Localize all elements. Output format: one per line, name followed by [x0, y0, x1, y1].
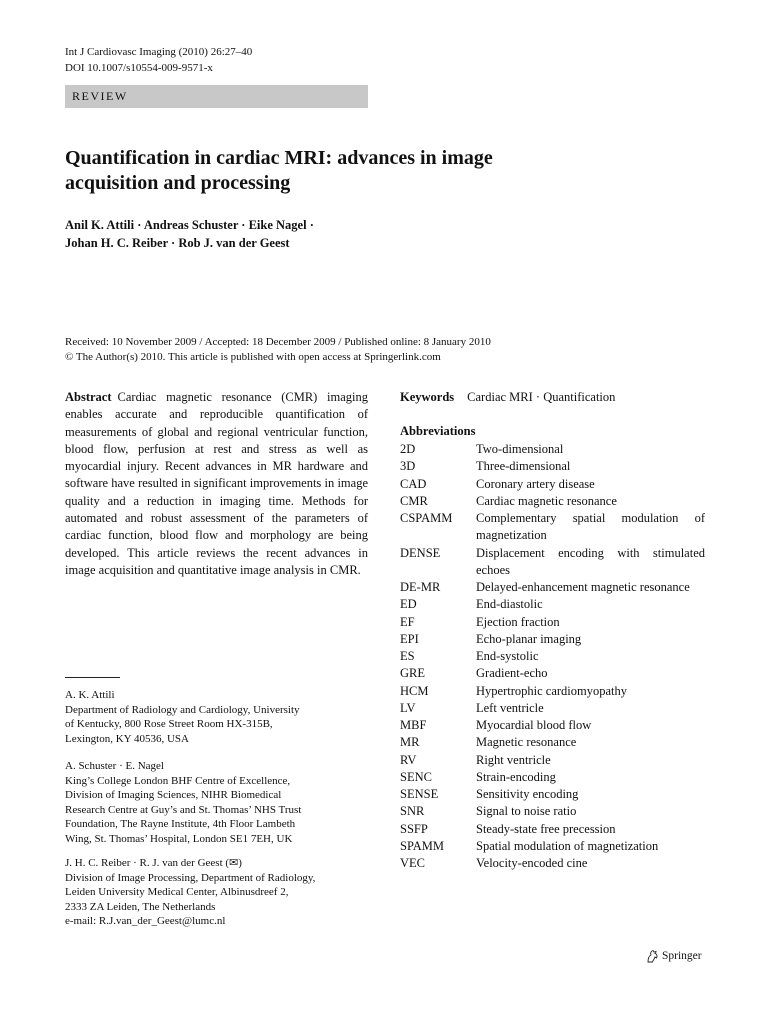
abbreviation-definition: Coronary artery disease: [476, 476, 595, 491]
keywords: [400, 389, 615, 406]
abbreviation-code: GRE: [400, 666, 425, 681]
abbreviation-row: [400, 700, 705, 717]
abbreviation-code: MR: [400, 735, 420, 750]
abbreviation-code: SSFP: [400, 821, 428, 836]
abbreviation-row: [400, 476, 705, 493]
affiliation-block: [65, 688, 375, 746]
affiliation-line: e-mail: R.J.van_der_Geest@lumc.nl: [65, 915, 226, 928]
abbreviation-code: HCM: [400, 683, 429, 698]
abbreviation-code: ES: [400, 649, 415, 663]
affiliation-line: Leiden University Medical Center, Albinusdreef 2,: [65, 886, 289, 899]
springer-horse-icon: [645, 949, 659, 963]
keywords-text: Cardiac MRI · Quantification: [467, 390, 616, 404]
journal-header: [65, 44, 252, 76]
abbreviation-definition: Myocardial blood flow: [476, 718, 592, 732]
abbreviation-row: [400, 803, 705, 820]
abbreviation-row: [400, 821, 705, 838]
abbreviation-code: MBF: [400, 718, 427, 732]
abbreviation-row: [400, 752, 705, 769]
abbreviation-code: DENSE: [400, 545, 441, 560]
article-title: [65, 146, 705, 196]
abbreviation-row: [400, 579, 705, 596]
abbreviation-definition: Cardiac magnetic resonance: [476, 493, 617, 508]
affiliation-names: A. K. Attili: [65, 689, 115, 701]
abbreviation-row: [400, 786, 705, 803]
abbreviation-code: SPAMM: [400, 838, 445, 853]
abbreviation-row: [400, 614, 705, 631]
abbreviation-row: [400, 441, 705, 458]
authors-line-1: Anil K. Attili · Andreas Schuster · Eike Nagel ·: [65, 218, 314, 232]
abbreviation-code: SENC: [400, 769, 432, 784]
abbreviation-definition: Left ventricle: [476, 700, 544, 715]
section-label: REVIEW: [65, 85, 368, 108]
affiliation-line: of Kentucky, 800 Rose Street Room HX-315B,: [65, 718, 273, 731]
abbreviation-definition: Complementary spatial modulation of magnetization: [476, 511, 705, 543]
abstract: [65, 389, 368, 579]
affiliation-names: J. H. C. Reiber · R. J. van der Geest (✉): [65, 857, 242, 869]
abbreviation-definition: Velocity-encoded cine: [476, 856, 588, 870]
abbreviations-heading: Abbreviations: [400, 424, 476, 438]
abbreviation-code: LV: [400, 700, 416, 715]
abbreviation-code: EF: [400, 614, 415, 629]
abbreviation-definition: Delayed-enhancement magnetic resonance: [476, 580, 690, 594]
abbreviation-code: 2D: [400, 442, 416, 456]
affiliation-divider: [65, 677, 120, 678]
publisher-name: Springer: [662, 950, 702, 962]
abbreviation-definition: Ejection fraction: [476, 614, 560, 629]
title-line-1: Quantification in cardiac MRI: advances in image: [65, 147, 493, 169]
abbreviation-code: SENSE: [400, 787, 439, 801]
affiliation-line: Wing, St. Thomas’ Hospital, London SE1 7EH, UK: [65, 832, 293, 845]
journal-citation: Int J Cardiovasc Imaging (2010) 26:27–40: [65, 46, 253, 58]
abbreviation-row: [400, 648, 705, 665]
title-line-2: acquisition and processing: [65, 172, 291, 194]
doi: DOI 10.1007/s10554-009-9571-x: [65, 62, 213, 74]
affiliation-line: Department of Radiology and Cardiology, University: [65, 703, 300, 716]
abbreviation-definition: Three-dimensional: [476, 459, 571, 474]
affiliation-names: A. Schuster · E. Nagel: [65, 760, 164, 772]
affiliation-line: Research Centre at Guy’s and St. Thomas’ NHS Trust: [65, 803, 302, 816]
abbreviation-code: RV: [400, 752, 417, 767]
abbreviation-definition: Sensitivity encoding: [476, 787, 579, 801]
abbreviations-list: [400, 441, 705, 872]
affiliation-line: Division of Imaging Sciences, NIHR Biomedical: [65, 789, 282, 802]
abbreviation-code: CMR: [400, 493, 428, 508]
author-list: [65, 216, 705, 252]
abbreviation-code: 3D: [400, 459, 416, 474]
abbreviation-row: [400, 855, 705, 872]
keywords-label: Keywords: [400, 390, 455, 404]
abbreviation-code: CSPAMM: [400, 511, 453, 525]
abbreviation-definition: Displacement encoding with stimulated echoes: [476, 545, 705, 577]
abbreviation-definition: Signal to noise ratio: [476, 804, 577, 819]
abbreviation-definition: Right ventricle: [476, 752, 551, 767]
affiliation-block: [65, 856, 375, 929]
affiliation-block: [65, 759, 375, 847]
abbreviation-definition: Magnetic resonance: [476, 735, 577, 750]
authors-line-2: Johan H. C. Reiber · Rob J. van der Geest: [65, 236, 290, 250]
abbreviation-code: ED: [400, 597, 417, 612]
abbreviation-code: SNR: [400, 804, 425, 819]
abbreviation-row: [400, 683, 705, 700]
abbreviation-row: [400, 769, 705, 786]
abbreviation-definition: Echo-planar imaging: [476, 631, 582, 646]
abbreviation-row: [400, 665, 705, 682]
abbreviation-definition: Strain-encoding: [476, 769, 556, 784]
abbreviation-row: [400, 631, 705, 648]
affiliation-line: Division of Image Processing, Department of Radiology,: [65, 871, 316, 884]
affiliation-line: 2333 ZA Leiden, The Netherlands: [65, 900, 216, 913]
abbreviation-definition: Hypertrophic cardiomyopathy: [476, 683, 627, 698]
abbreviation-row: [400, 838, 705, 855]
abbreviation-row: [400, 510, 705, 545]
abbreviation-row: [400, 545, 705, 580]
affiliation-line: King’s College London BHF Centre of Excellence,: [65, 774, 291, 787]
abbreviation-definition: Spatial modulation of magnetization: [476, 838, 659, 853]
affiliation-line: Lexington, KY 40536, USA: [65, 732, 189, 745]
abbreviation-definition: End-diastolic: [476, 597, 543, 612]
abbreviation-code: VEC: [400, 856, 425, 870]
publication-dates: [65, 335, 725, 365]
abstract-text: Cardiac magnetic resonance (CMR) imaging enables accurate and reproducible quantification of measurements of global and regional ventricular function, blood flow, perfusion at rest and stress as well as myocardial injury. Recent advances in MR hardware and software have resulted in significant improvements in image quality and a reduction in imaging time. Methods for automated and robust assessment of the parameters of cardiac function, blood flow and morphology are being developed. This article reviews the recent advances in image acquisition and quantitative image analysis in CMR.: [65, 390, 368, 577]
abbreviation-row: [400, 734, 705, 751]
abbreviation-definition: Two-dimensional: [476, 442, 564, 456]
publisher-logo: [645, 948, 702, 964]
abbreviation-row: [400, 596, 705, 613]
abbreviation-definition: End-systolic: [476, 649, 539, 663]
abbreviation-row: [400, 717, 705, 734]
abbreviation-row: [400, 458, 705, 475]
abbreviation-row: [400, 493, 705, 510]
abbreviation-definition: Gradient-echo: [476, 666, 548, 681]
abstract-label: Abstract: [65, 390, 112, 404]
copyright-line: © The Author(s) 2010. This article is published with open access at Springerlink.com: [65, 351, 441, 363]
abbreviation-code: EPI: [400, 631, 419, 646]
abbreviation-code: DE-MR: [400, 580, 441, 594]
abbreviation-code: CAD: [400, 476, 427, 491]
abbreviation-definition: Steady-state free precession: [476, 821, 616, 836]
dates-line: Received: 10 November 2009 / Accepted: 18 December 2009 / Published online: 8 January 2010: [65, 336, 491, 348]
affiliation-line: Foundation, The Rayne Institute, 4th Floor Lambeth: [65, 818, 296, 831]
